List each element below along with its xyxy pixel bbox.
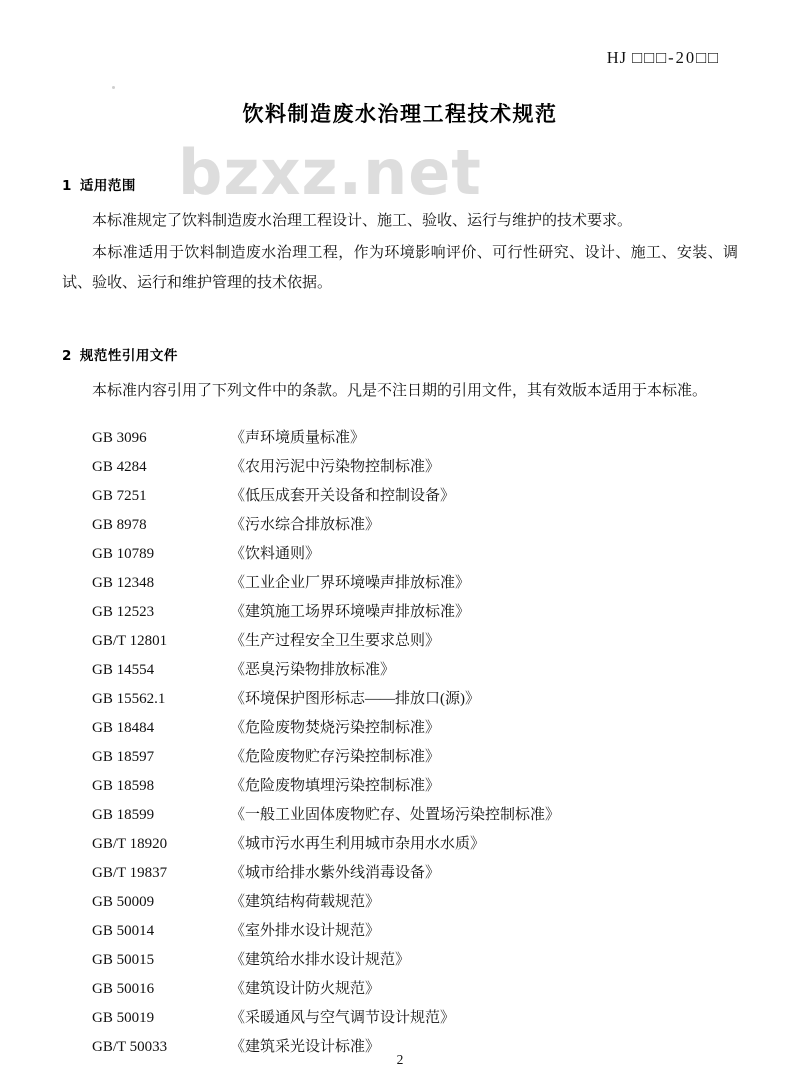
- list-item: [92, 1004, 738, 1033]
- list-item: [92, 801, 738, 830]
- list-item: [92, 453, 738, 482]
- reference-code: GB/T 12801: [92, 633, 168, 649]
- list-item: [92, 714, 738, 743]
- reference-code: GB/T 50033: [92, 1039, 168, 1055]
- reference-code: GB 18599: [92, 807, 155, 823]
- section-label-1: 适用范围: [79, 178, 136, 194]
- reference-title: 《生产过程安全卫生要求总则》: [230, 633, 441, 649]
- section-heading-2: [62, 344, 738, 364]
- list-item: [92, 859, 738, 888]
- reference-code: GB 7251: [92, 488, 147, 504]
- section-2-paragraph-1: 本标准内容引用了下列文件中的条款。凡是不注日期的引用文件，其有效版本适用于本标准。: [92, 383, 708, 399]
- reference-code: GB 18484: [92, 720, 155, 736]
- page-number: 2: [396, 1052, 404, 1067]
- reference-title: 《建筑施工场界环境噪声排放标准》: [230, 604, 471, 620]
- reference-code: GB 50014: [92, 923, 155, 939]
- reference-title: 《建筑采光设计标准》: [230, 1039, 381, 1055]
- reference-list: [92, 424, 738, 1062]
- list-item: [92, 685, 738, 714]
- reference-title: 《采暖通风与空气调节设计规范》: [230, 1010, 456, 1026]
- list-item: [92, 482, 738, 511]
- reference-code: GB 4284: [92, 459, 147, 475]
- list-item: [92, 569, 738, 598]
- list-item: [92, 540, 738, 569]
- reference-code: GB 18597: [92, 749, 155, 765]
- standard-code-line: [62, 48, 720, 68]
- reference-code: GB 14554: [92, 662, 155, 678]
- section-1-paragraph-2: 本标准适用于饮料制造废水治理工程，作为环境影响评价、可行性研究、设计、施工、安装、调试、验收、运行和维护管理的技术依据。: [62, 245, 738, 291]
- section-number-2: 2: [62, 348, 72, 364]
- reference-title: 《饮料通则》: [230, 546, 321, 562]
- reference-code: GB/T 18920: [92, 836, 168, 852]
- list-item: [92, 888, 738, 917]
- reference-code: GB 50009: [92, 894, 155, 910]
- reference-title: 《农用污泥中污染物控制标准》: [230, 459, 441, 475]
- list-item: [92, 656, 738, 685]
- standard-code: □□□-20□□: [632, 48, 720, 67]
- reference-code: GB 3096: [92, 430, 147, 446]
- reference-code: GB 12348: [92, 575, 155, 591]
- list-item: [92, 627, 738, 656]
- page-content: [62, 48, 738, 1062]
- reference-code: GB 50015: [92, 952, 155, 968]
- reference-title: 《建筑给水排水设计规范》: [230, 952, 411, 968]
- reference-title: 《低压成套开关设备和控制设备》: [230, 488, 456, 504]
- list-item: [92, 946, 738, 975]
- reference-title: 《声环境质量标准》: [230, 430, 366, 446]
- list-item: [92, 424, 738, 453]
- section-label-2: 规范性引用文件: [79, 348, 178, 364]
- list-item: [92, 598, 738, 627]
- reference-title: 《危险废物贮存污染控制标准》: [230, 749, 441, 765]
- reference-code: GB 18598: [92, 778, 155, 794]
- list-item: [92, 975, 738, 1004]
- standard-prefix: HJ: [606, 48, 628, 67]
- section-1-paragraph-1: 本标准规定了饮料制造废水治理工程设计、施工、验收、运行与维护的技术要求。: [92, 213, 633, 229]
- list-item: [92, 772, 738, 801]
- reference-title: 《室外排水设计规范》: [230, 923, 381, 939]
- page-title: 饮料制造废水治理工程技术规范: [242, 102, 558, 126]
- reference-code: GB 8978: [92, 517, 147, 533]
- reference-title: 《建筑结构荷载规范》: [230, 894, 381, 910]
- reference-title: 《恶臭污染物排放标准》: [230, 662, 396, 678]
- reference-code: GB 50019: [92, 1010, 155, 1026]
- list-item: [92, 511, 738, 540]
- reference-title: 《城市给排水紫外线消毒设备》: [230, 865, 441, 881]
- reference-title: 《城市污水再生利用城市杂用水水质》: [230, 836, 486, 852]
- reference-code: GB 10789: [92, 546, 155, 562]
- reference-title: 《工业企业厂界环境噪声排放标准》: [230, 575, 471, 591]
- section-number-1: 1: [62, 178, 72, 194]
- reference-title: 《危险废物焚烧污染控制标准》: [230, 720, 441, 736]
- reference-title: 《一般工业固体废物贮存、处置场污染控制标准》: [230, 807, 561, 823]
- reference-code: GB 50016: [92, 981, 155, 997]
- reference-title: 《污水综合排放标准》: [230, 517, 381, 533]
- list-item: [92, 1033, 738, 1062]
- reference-title: 《建筑设计防火规范》: [230, 981, 381, 997]
- reference-title: 《危险废物填埋污染控制标准》: [230, 778, 441, 794]
- reference-code: GB 12523: [92, 604, 155, 620]
- list-item: [92, 917, 738, 946]
- list-item: [92, 830, 738, 859]
- reference-code: GB 15562.1: [92, 691, 166, 707]
- reference-code: GB/T 19837: [92, 865, 168, 881]
- list-item: [92, 743, 738, 772]
- watermark-text: bzxz.net: [178, 136, 482, 209]
- reference-title: 《环境保护图形标志——排放口(源)》: [230, 691, 480, 707]
- section-heading-1: [62, 174, 738, 194]
